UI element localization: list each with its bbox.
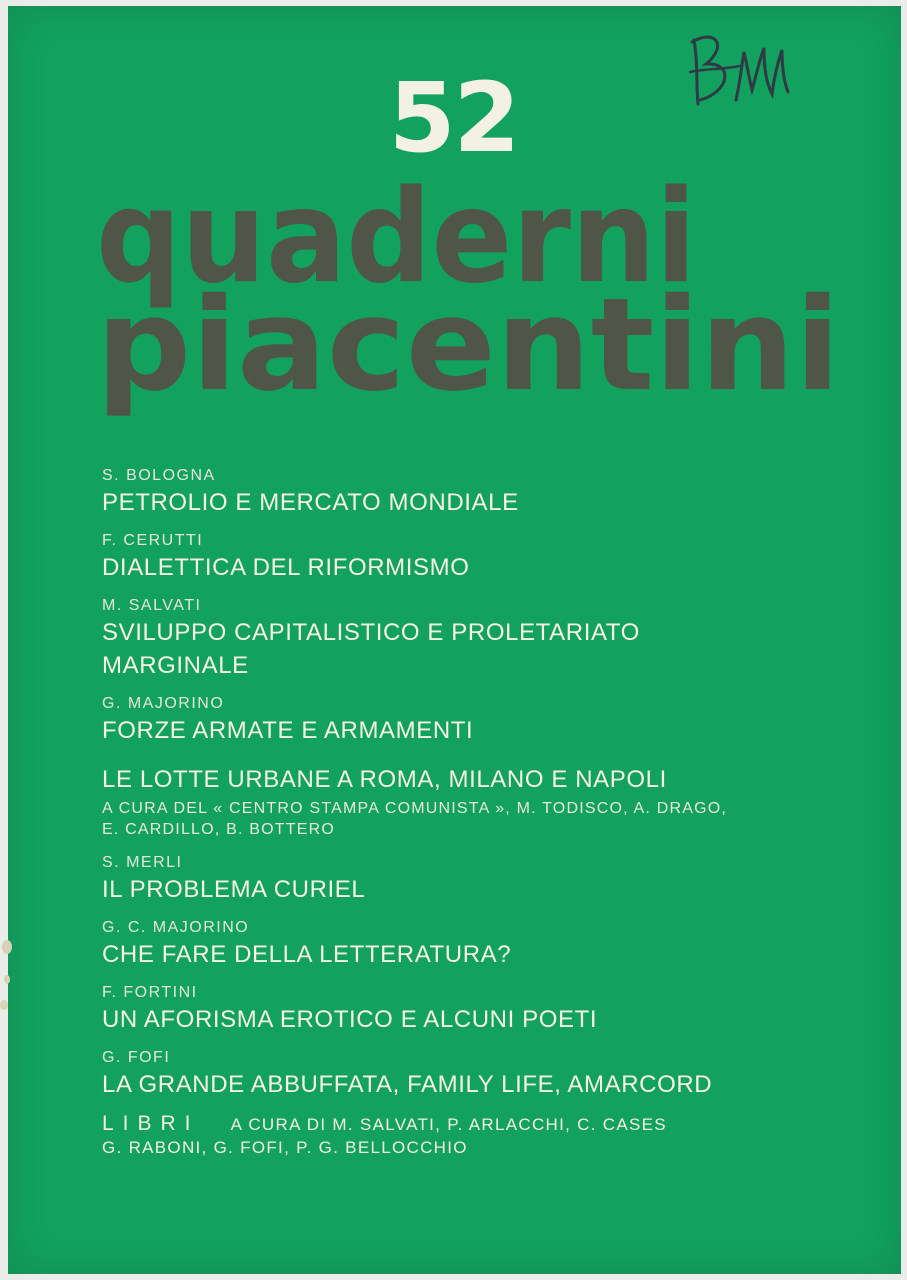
books-credit-continued: G. RABONI, G. FOFI, P. G. BELLOCCHIO bbox=[102, 1138, 468, 1157]
handwritten-mark-icon bbox=[680, 22, 800, 122]
masthead-line-2: piacentini bbox=[96, 271, 841, 420]
article-title: CHE FARE DELLA LETTERATURA? bbox=[102, 941, 512, 968]
article-title: FORZE ARMATE E ARMAMENTI bbox=[102, 717, 474, 744]
books-credit: A CURA DI M. SALVATI, P. ARLACCHI, C. CASES bbox=[230, 1115, 667, 1134]
article-title: PETROLIO E MERCATO MONDIALE bbox=[102, 489, 519, 516]
article-credit: E. CARDILLO, B. BOTTERO bbox=[102, 821, 335, 838]
paper-wear-mark bbox=[4, 975, 10, 984]
masthead-line-1: quaderni bbox=[96, 163, 697, 312]
article-author: S. MERLI bbox=[102, 854, 183, 871]
paper-wear-mark bbox=[2, 940, 12, 954]
article-title: IL PROBLEMA CURIEL bbox=[102, 876, 366, 903]
table-of-contents bbox=[102, 466, 862, 1160]
article-author: F. FORTINI bbox=[102, 984, 198, 1001]
article-title: LA GRANDE ABBUFFATA, FAMILY LIFE, AMARCORD bbox=[102, 1071, 713, 1098]
article-title: UN AFORISMA EROTICO E ALCUNI POETI bbox=[102, 1006, 598, 1033]
article-author: G. FOFI bbox=[102, 1049, 171, 1066]
article-author: G. C. MAJORINO bbox=[102, 919, 250, 936]
books-label: LIBRI bbox=[102, 1112, 200, 1135]
article-title: LE LOTTE URBANE A ROMA, MILANO E NAPOLI bbox=[102, 766, 667, 793]
handwritten-signature bbox=[680, 22, 800, 122]
article-author: S. BOLOGNA bbox=[102, 467, 216, 484]
article-credit: A CURA DEL « CENTRO STAMPA COMUNISTA », M. TODISCO, A. DRAGO, bbox=[102, 800, 728, 817]
article-author: M. SALVATI bbox=[102, 597, 202, 614]
article-title: SVILUPPO CAPITALISTICO E PROLETARIATO MARGINALE bbox=[102, 619, 640, 679]
books-section bbox=[102, 1113, 862, 1136]
article-author: G. MAJORINO bbox=[102, 695, 225, 712]
article-title: DIALETTICA DEL RIFORMISMO bbox=[102, 554, 470, 581]
paper-wear-mark bbox=[0, 1000, 8, 1010]
issue-number: 52 bbox=[388, 62, 519, 174]
article-author: F. CERUTTI bbox=[102, 532, 204, 549]
